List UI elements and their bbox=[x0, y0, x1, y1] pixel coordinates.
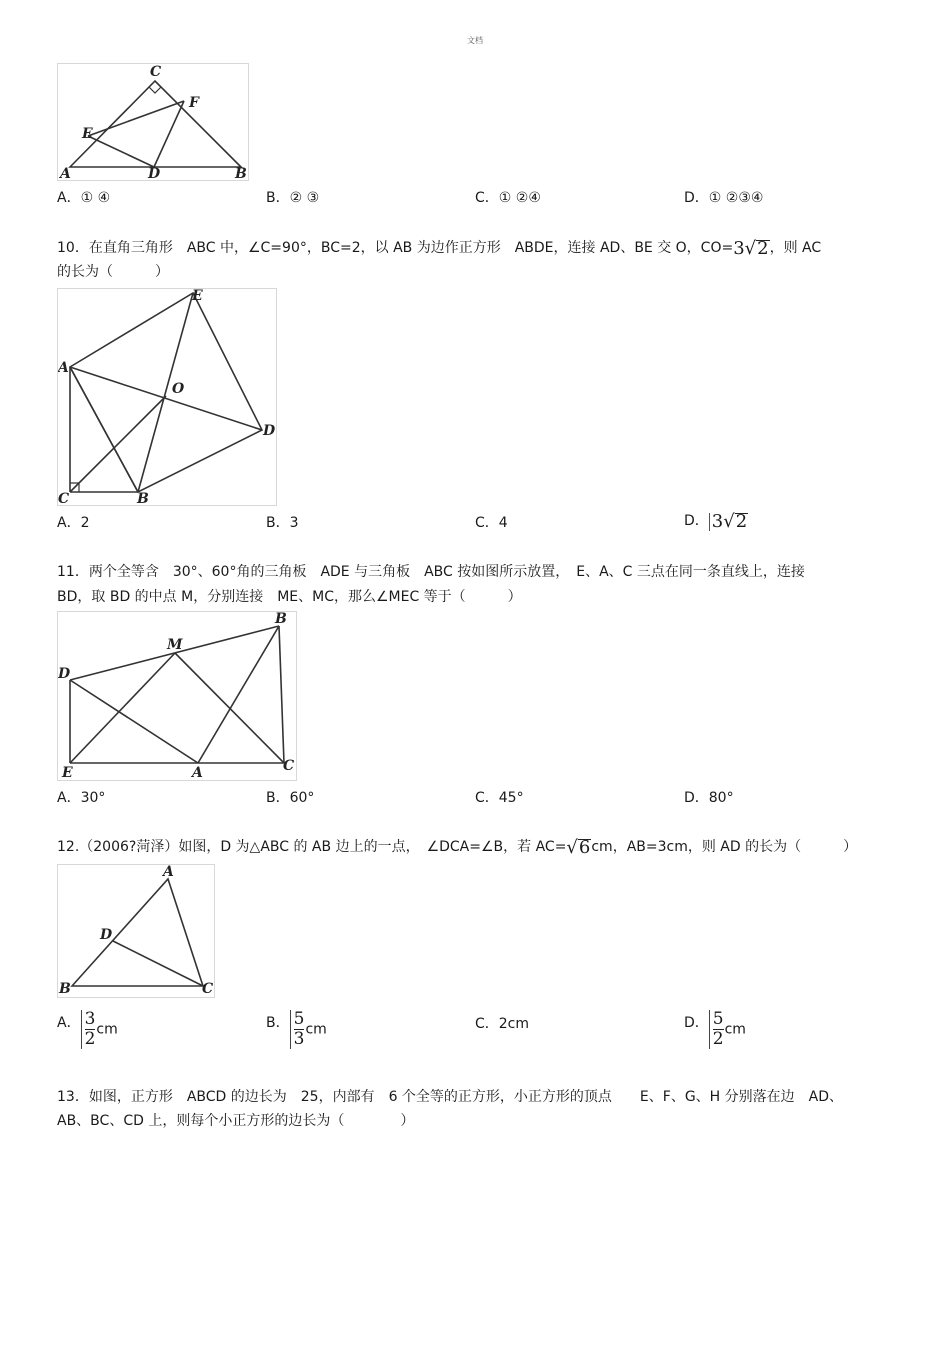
q10-co-radical: 3√2 bbox=[733, 238, 769, 259]
q12-triangle-diagram bbox=[58, 865, 214, 997]
q11-line-2: BD，取 BD 的中点 M，分别连接 ME、MC，那么∠MEC 等于（ ） bbox=[57, 589, 522, 605]
q12-option-b-unit: cm bbox=[305, 1021, 327, 1038]
q9-label-a: A bbox=[60, 166, 71, 180]
q10-option-d-coef: 3 bbox=[711, 511, 724, 532]
q13-line-2: AB、BC、CD 上，则每个小正方形的边长为（ ） bbox=[57, 1113, 415, 1129]
q10-line-2: 的长为（ ） bbox=[57, 264, 169, 280]
q12-option-b-num: 5 bbox=[293, 1009, 305, 1029]
q9-option-d[interactable]: D．① ②③④ bbox=[684, 190, 764, 206]
q9-label-d: D bbox=[148, 166, 161, 180]
q12-option-d[interactable] bbox=[684, 1010, 746, 1049]
q10-label-e: E bbox=[192, 289, 203, 304]
q12-option-a[interactable] bbox=[57, 1010, 118, 1049]
q12-option-b-den: 3 bbox=[293, 1029, 305, 1049]
q11-label-d: D bbox=[58, 666, 71, 682]
q9-option-b[interactable]: B．② ③ bbox=[266, 190, 320, 206]
q11-label-m: M bbox=[167, 637, 183, 653]
q9-option-a[interactable]: A．① ④ bbox=[57, 190, 111, 206]
q10-label-o: O bbox=[172, 381, 185, 397]
q9-label-e: E bbox=[82, 126, 93, 142]
q11-option-a[interactable]: A．30° bbox=[57, 790, 106, 806]
q10-figure bbox=[57, 288, 277, 506]
q9-label-f: F bbox=[189, 95, 199, 111]
q10-option-c[interactable]: C．4 bbox=[475, 515, 508, 531]
q9-option-c[interactable]: C．① ②④ bbox=[475, 190, 541, 206]
q12-figure bbox=[57, 864, 215, 998]
q11-label-b: B bbox=[275, 612, 287, 627]
q12-option-b-fraction bbox=[290, 1010, 305, 1049]
q12-label-d: D bbox=[100, 927, 113, 943]
q12-text-b: cm，AB=3cm，则 AD 的长为（ ） bbox=[591, 839, 858, 855]
q12-text-a: 12.（2006?菏泽）如图，D 为△ABC 的 AB 边上的一点， ∠DCA=∠B，若 AC= bbox=[57, 839, 567, 855]
q11-label-a: A bbox=[192, 765, 203, 780]
q9-label-c: C bbox=[150, 64, 162, 80]
q12-option-a-den: 2 bbox=[84, 1029, 96, 1049]
q13-line-1: 13．如图，正方形 ABCD 的边长为 25，内部有 6 个全等的正方形，小正方形的顶点 E、F、G、H 分别落在边 AD、 bbox=[57, 1089, 844, 1105]
q11-stem bbox=[57, 560, 893, 609]
q12-option-d-num: 5 bbox=[712, 1009, 724, 1029]
q11-option-b[interactable]: B．60° bbox=[266, 790, 315, 806]
q10-label-c: C bbox=[58, 491, 70, 505]
q11-label-c: C bbox=[283, 758, 295, 774]
q10-line-1 bbox=[57, 236, 893, 260]
q11-triangles-diagram bbox=[58, 612, 296, 780]
q9-label-b: B bbox=[235, 166, 247, 180]
page-header: 文档 bbox=[467, 36, 483, 45]
q10-label-b: B bbox=[137, 491, 149, 505]
q12-option-b-prefix: B． bbox=[266, 1015, 290, 1031]
q10-option-d-rad: 2 bbox=[735, 511, 748, 532]
q10-stem bbox=[57, 236, 893, 284]
q10-option-b[interactable]: B．3 bbox=[266, 515, 299, 531]
q12-ac-radical: √6 bbox=[566, 837, 591, 858]
q12-option-a-unit: cm bbox=[96, 1021, 118, 1038]
q10-co-rad: 2 bbox=[757, 238, 769, 259]
q10-option-d-prefix: D． bbox=[684, 513, 709, 529]
q11-line-1: 11．两个全等含 30°、60°角的三角板 ADE 与三角板 ABC 按如图所示放置， E、A、C 三点在同一条直线上，连接 bbox=[57, 564, 805, 580]
q11-figure bbox=[57, 611, 297, 781]
q12-option-d-prefix: D． bbox=[684, 1015, 709, 1031]
q12-label-a: A bbox=[163, 865, 174, 880]
q10-option-d-radical: 3√2 bbox=[709, 513, 748, 531]
q12-option-a-num: 3 bbox=[84, 1009, 96, 1029]
q10-co-coef: 3 bbox=[733, 238, 745, 259]
q11-option-c[interactable]: C．45° bbox=[475, 790, 524, 806]
q11-label-e: E bbox=[62, 765, 73, 780]
q12-option-d-fraction bbox=[709, 1010, 724, 1049]
q9-triangle-diagram bbox=[58, 64, 248, 180]
q9-figure bbox=[57, 63, 249, 181]
q10-text-b: ，则 AC bbox=[769, 240, 822, 256]
q11-option-d[interactable]: D．80° bbox=[684, 790, 734, 806]
q10-option-a[interactable]: A．2 bbox=[57, 515, 90, 531]
q10-label-d: D bbox=[263, 423, 276, 439]
q12-option-a-fraction bbox=[81, 1010, 96, 1049]
q10-option-d[interactable] bbox=[684, 510, 748, 531]
q12-option-d-unit: cm bbox=[724, 1021, 746, 1038]
q12-option-a-prefix: A． bbox=[57, 1015, 81, 1031]
q12-option-c[interactable]: C．2cm bbox=[475, 1016, 530, 1032]
q10-text-a: 10．在直角三角形 ABC 中，∠C=90°，BC=2，以 AB 为边作正方形 ABDE，连接 AD、BE 交 O，CO= bbox=[57, 240, 734, 256]
q12-option-d-den: 2 bbox=[712, 1029, 724, 1049]
q12-option-b[interactable] bbox=[266, 1010, 327, 1049]
q13-stem bbox=[57, 1085, 893, 1133]
q12-label-c: C bbox=[202, 981, 214, 997]
q12-stem bbox=[57, 835, 893, 859]
q10-label-a: A bbox=[58, 360, 69, 376]
q12-label-b: B bbox=[59, 981, 71, 997]
q12-ac-rad: 6 bbox=[578, 837, 591, 858]
q10-square-diagram bbox=[58, 289, 276, 505]
